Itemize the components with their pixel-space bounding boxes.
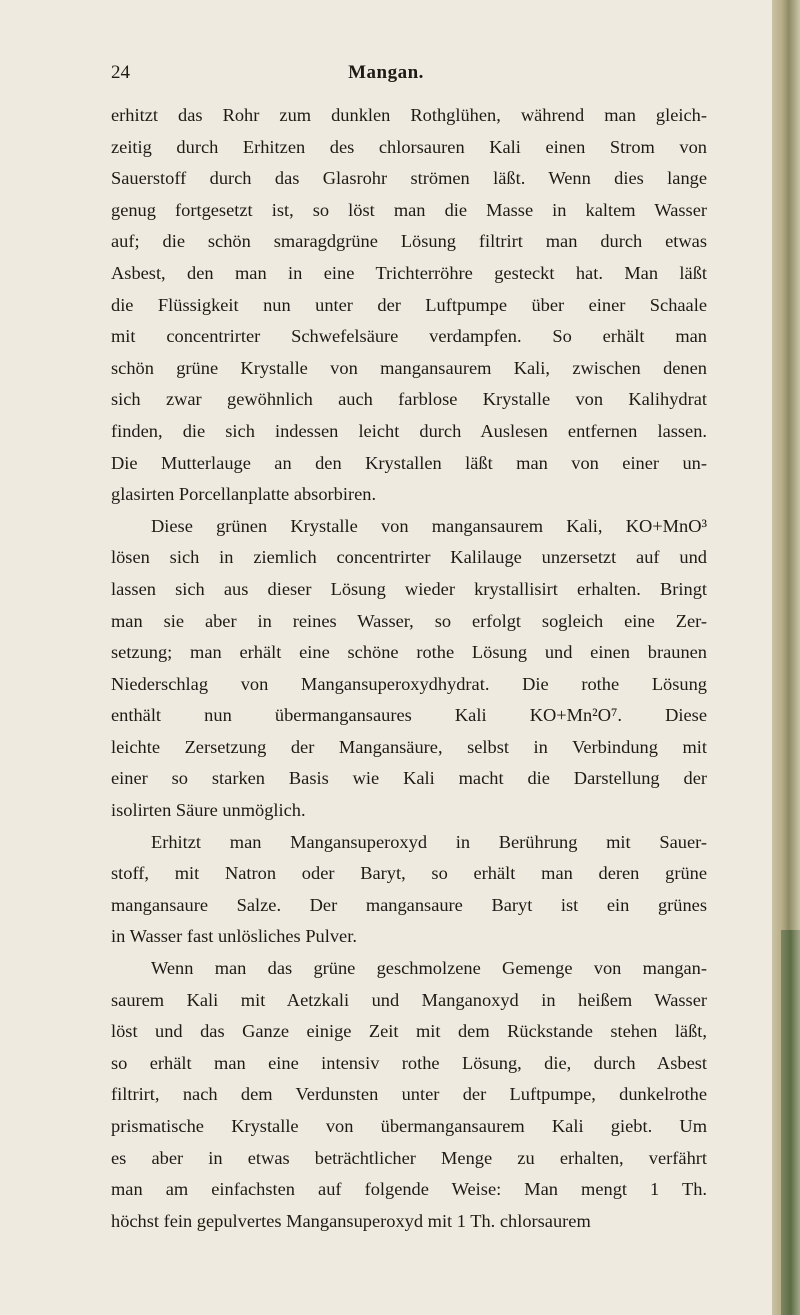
book-spine-shadow <box>781 930 800 1315</box>
chapter-title: Mangan. <box>348 62 424 83</box>
text-line: lassen sich aus dieser Lösung wieder krystallisirt erhalten. Bringt <box>111 578 707 599</box>
paragraph <box>111 953 707 1237</box>
text-line: mit concentrirter Schwefelsäure verdampfen. So erhält man <box>111 326 707 347</box>
text-line: man am einfachsten auf folgende Weise: Man mengt 1 Th. <box>111 1179 707 1200</box>
text-line: löst und das Ganze einige Zeit mit dem Rückstande stehen läßt, <box>111 1021 707 1042</box>
text-line: sich zwar gewöhnlich auch farblose Krystalle von Kalihydrat <box>111 389 707 410</box>
text-line: setzung; man erhält eine schöne rothe Lösung und einen braunen <box>111 642 707 663</box>
text-line: glasirten Porcellanplatte absorbiren. <box>111 484 377 505</box>
text-line: finden, die sich indessen leicht durch Auslesen entfernen lassen. <box>111 420 707 441</box>
page-number: 24 <box>111 62 130 83</box>
text-line: zeitig durch Erhitzen des chlorsauren Kali einen Strom von <box>111 136 707 157</box>
text-line: leichte Zersetzung der Mangansäure, selbst in Verbindung mit <box>111 736 707 757</box>
text-line: in Wasser fast unlösliches Pulver. <box>111 926 357 947</box>
text-line: genug fortgesetzt ist, so löst man die Masse in kaltem Wasser <box>111 199 707 220</box>
text-line: Niederschlag von Mangansuperoxydhydrat. Die rothe Lösung <box>111 673 707 694</box>
text-line: saurem Kali mit Aetzkali und Manganoxyd in heißem Wasser <box>111 989 707 1010</box>
paragraph <box>111 827 707 953</box>
text-line: filtrirt, nach dem Verdunsten unter der Luftpumpe, dunkelrothe <box>111 1084 707 1105</box>
text-line: Sauerstoff durch das Glasrohr strömen läßt. Wenn dies lange <box>111 168 707 189</box>
text-line: mangansaure Salze. Der mangansaure Baryt ist ein grünes <box>111 894 707 915</box>
text-line: lösen sich in ziemlich concentrirter Kalilauge unzersetzt auf und <box>111 547 707 568</box>
text-line: es aber in etwas beträchtlicher Menge zu erhalten, verfährt <box>111 1147 707 1168</box>
paragraph <box>111 100 707 511</box>
paragraph <box>111 511 707 827</box>
text-line: erhitzt das Rohr zum dunklen Rothglühen, während man gleich- <box>111 105 707 125</box>
body-text <box>111 100 707 1237</box>
text-line: Die Mutterlauge an den Krystallen läßt man von einer un- <box>111 452 707 473</box>
text-line: höchst fein gepulvertes Mangansuperoxyd mit 1 Th. chlorsaurem <box>111 1210 591 1231</box>
text-line: man sie aber in reines Wasser, so erfolgt sogleich eine Zer- <box>111 610 707 631</box>
text-line: Diese grünen Krystalle von mangansaurem Kali, KO+MnO³ <box>151 515 707 536</box>
text-line: prismatische Krystalle von übermangansaurem Kali giebt. Um <box>111 1116 707 1136</box>
text-line: auf; die schön smaragdgrüne Lösung filtrirt man durch etwas <box>111 231 707 252</box>
text-line: schön grüne Krystalle von mangansaurem Kali, zwischen denen <box>111 357 707 378</box>
text-line: Wenn man das grüne geschmolzene Gemenge von mangan- <box>151 958 707 979</box>
text-line: stoff, mit Natron oder Baryt, so erhält man deren grüne <box>111 863 707 884</box>
text-line: isolirten Säure unmöglich. <box>111 800 306 821</box>
running-head <box>0 62 772 92</box>
text-line: enthält nun übermangansaures Kali KO+Mn²O⁷. Diese <box>111 705 707 726</box>
text-line: so erhält man eine intensiv rothe Lösung, die, durch Asbest <box>111 1052 707 1073</box>
text-line: Asbest, den man in eine Trichterröhre gesteckt hat. Man läßt <box>111 262 707 283</box>
text-line: einer so starken Basis wie Kali macht die Darstellung der <box>111 768 707 789</box>
text-line: die Flüssigkeit nun unter der Luftpumpe über einer Schaale <box>111 294 707 315</box>
text-line: Erhitzt man Mangansuperoxyd in Berührung mit Sauer- <box>151 831 707 852</box>
